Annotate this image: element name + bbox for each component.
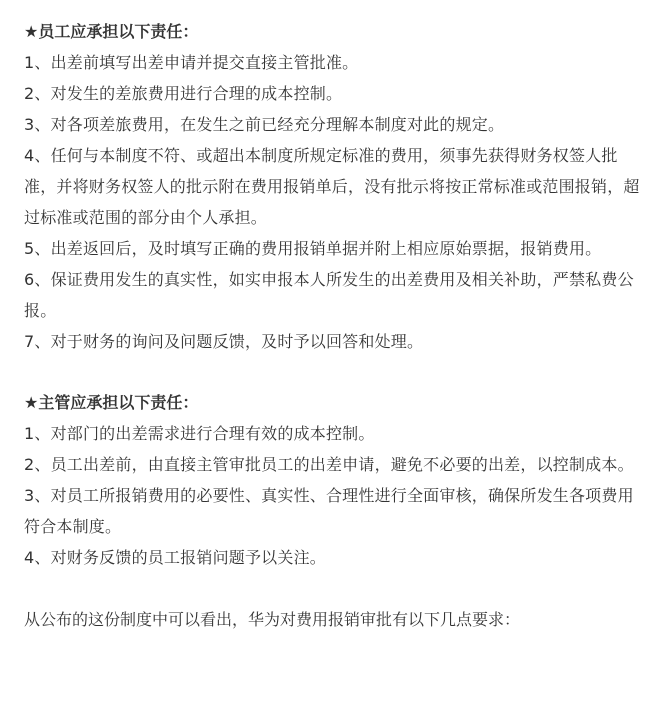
- manager-item-4: 4、对财务反馈的员工报销问题予以关注。: [24, 548, 326, 567]
- section-spacer: [24, 357, 642, 388]
- manager-responsibilities-section: [24, 388, 642, 573]
- employee-item-6: 6、保证费用发生的真实性，如实申报本人所发生的出差费用及相关补助，严禁私费公报。: [24, 270, 634, 320]
- employee-section-heading: ★员工应承担以下责任：: [24, 22, 199, 41]
- closing-paragraph: 从公布的这份制度中可以看出，华为对费用报销审批有以下几点要求：: [24, 610, 521, 629]
- employee-item-5: 5、出差返回后，及时填写正确的费用报销单据并附上相应原始票据，报销费用。: [24, 239, 602, 258]
- manager-section-heading: ★主管应承担以下责任：: [24, 393, 199, 412]
- employee-item-2: 2、对发生的差旅费用进行合理的成本控制。: [24, 84, 343, 103]
- employee-responsibilities-section: [24, 17, 642, 357]
- section-spacer-2: [24, 573, 642, 604]
- employee-item-7: 7、对于财务的询问及问题反馈，及时予以回答和处理。: [24, 332, 424, 351]
- manager-item-2: 2、员工出差前，由直接主管审批员工的出差申请，避免不必要的出差，以控制成本。: [24, 455, 634, 474]
- employee-item-3: 3、对各项差旅费用，在发生之前已经充分理解本制度对此的规定。: [24, 115, 505, 134]
- employee-item-1: 1、出差前填写出差申请并提交直接主管批准。: [24, 53, 359, 72]
- manager-item-3: 3、对员工所报销费用的必要性、真实性、合理性进行全面审核，确保所发生各项费用符合本制度。: [24, 486, 634, 536]
- manager-item-1: 1、对部门的出差需求进行合理有效的成本控制。: [24, 424, 375, 443]
- employee-item-4: 4、任何与本制度不符、或超出本制度所规定标准的费用，须事先获得财务权签人批准，并将财务权签人的批示附在费用报销单后，没有批示将按正常标准或范围报销，超过标准或范围的部分由个人承担。: [24, 146, 640, 227]
